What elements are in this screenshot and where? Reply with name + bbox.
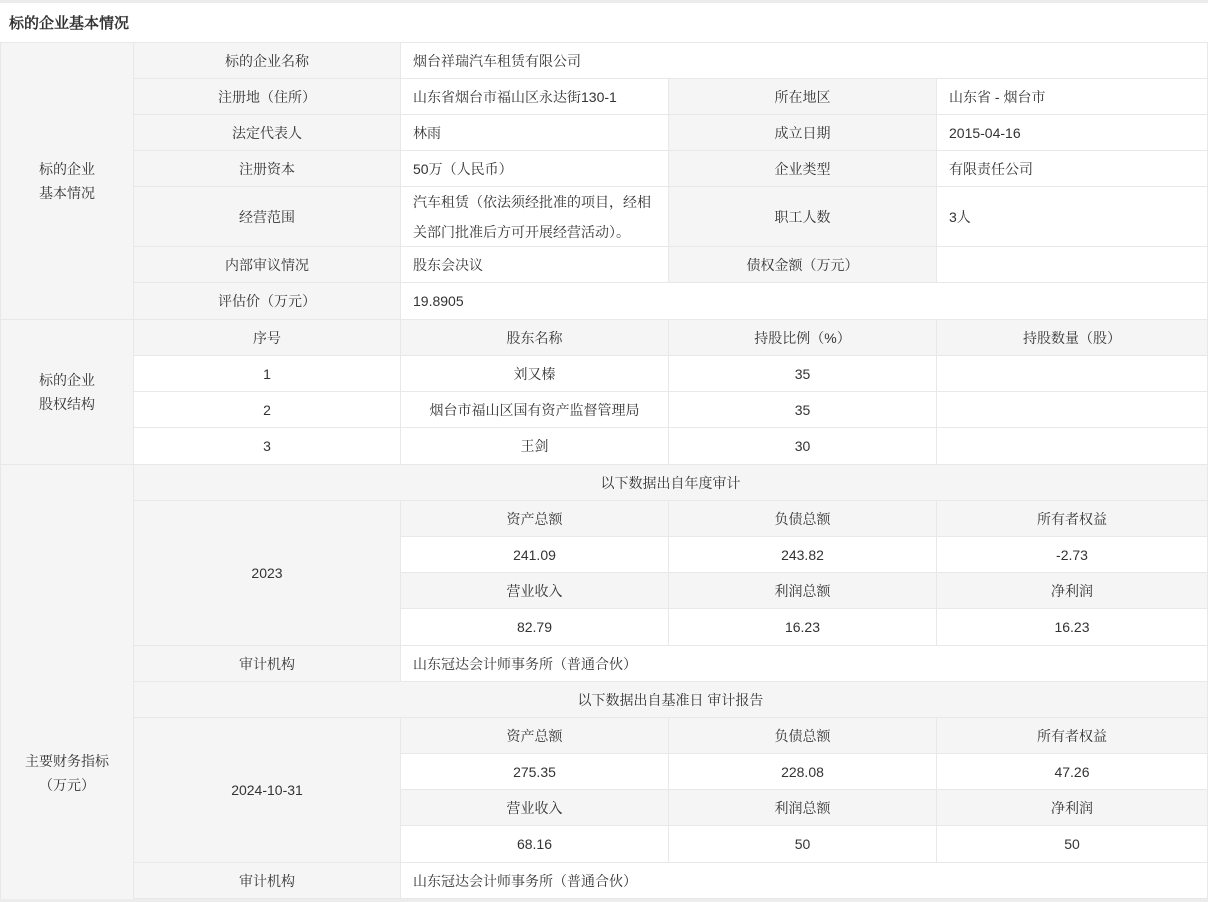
metric-value-row: [401, 826, 1207, 862]
metric-value: -2.73: [937, 537, 1207, 572]
table-row: [134, 79, 1207, 115]
metric-header: 所有者权益: [937, 501, 1207, 536]
metric-value: 16.23: [669, 609, 937, 645]
table-row: [134, 151, 1207, 187]
metric-value: 16.23: [937, 609, 1207, 645]
section-label-line: 标的企业: [39, 161, 95, 177]
metric-header: 负债总额: [669, 501, 937, 536]
auditor-label: 审计机构: [134, 863, 401, 898]
field-label: 内部审议情况: [134, 247, 401, 282]
section-label-line: 主要财务指标: [25, 753, 109, 769]
field-value: 烟台祥瑞汽车租赁有限公司: [401, 43, 1207, 78]
field-value: [937, 247, 1207, 282]
basic-info-rows: [134, 43, 1207, 319]
field-label: 经营范围: [134, 187, 401, 246]
section-label-shareholding: [1, 320, 134, 464]
auditor-name: 山东冠达会计师事务所（普通合伙）: [401, 863, 1207, 898]
metric-value-row: [401, 609, 1207, 645]
shareholder-ratio: 35: [669, 356, 937, 391]
auditor-label: 审计机构: [134, 646, 401, 681]
shareholder-name: 烟台市福山区国有资产监督管理局: [401, 392, 669, 427]
section-financials: [1, 465, 1207, 899]
metric-value: 47.26: [937, 754, 1207, 789]
period-label: 2024-10-31: [134, 718, 401, 862]
metric-value: 228.08: [669, 754, 937, 789]
field-label: 标的企业名称: [134, 43, 401, 78]
metric-header: 利润总额: [669, 790, 937, 825]
field-value: 山东省烟台市福山区永达街130-1: [401, 79, 669, 114]
financial-block-basedate: [134, 682, 1207, 899]
table-row: [134, 283, 1207, 319]
shareholding-rows: [134, 320, 1207, 464]
section-basic-info: [1, 43, 1207, 320]
data-source-note: 以下数据出自基准日 审计报告: [134, 682, 1207, 718]
field-value: 50万（人民币）: [401, 151, 669, 186]
field-label: 法定代表人: [134, 115, 401, 150]
metric-header-row: [401, 573, 1207, 609]
metric-value-row: [401, 754, 1207, 790]
column-header: 持股数量（股）: [937, 320, 1207, 355]
shareholder-shares: [937, 392, 1207, 427]
table-row: [134, 392, 1207, 428]
shareholder-no: 1: [134, 356, 401, 391]
shareholder-ratio: 30: [669, 428, 937, 464]
shareholder-no: 2: [134, 392, 401, 427]
financials-rows: [134, 465, 1207, 899]
metric-header: 所有者权益: [937, 718, 1207, 753]
metric-value: 275.35: [401, 754, 669, 789]
section-label-line: 基本情况: [39, 185, 95, 201]
page-title: 标的企业基本情况: [9, 15, 130, 32]
shareholder-no: 3: [134, 428, 401, 464]
metrics-grid: [401, 718, 1207, 862]
table-row: [134, 428, 1207, 464]
field-label: 职工人数: [669, 187, 937, 246]
column-header: 股东名称: [401, 320, 669, 355]
metric-value: 68.16: [401, 826, 669, 862]
metric-header: 营业收入: [401, 790, 669, 825]
field-value: 2015-04-16: [937, 115, 1207, 150]
shareholder-shares: [937, 356, 1207, 391]
field-label: 企业类型: [669, 151, 937, 186]
table-header-row: [134, 320, 1207, 356]
data-source-note: 以下数据出自年度审计: [134, 465, 1207, 501]
field-value: 3人: [937, 187, 1207, 246]
table-row: [134, 43, 1207, 79]
auditor-row: [134, 863, 1207, 899]
field-label: 成立日期: [669, 115, 937, 150]
metric-value: 50: [669, 826, 937, 862]
auditor-name: 山东冠达会计师事务所（普通合伙）: [401, 646, 1207, 681]
metric-header: 负债总额: [669, 718, 937, 753]
section-shareholding: [1, 320, 1207, 465]
metric-header: 营业收入: [401, 573, 669, 608]
section-label-line: 股权结构: [39, 396, 95, 412]
field-value: 山东省 - 烟台市: [937, 79, 1207, 114]
metric-header: 利润总额: [669, 573, 937, 608]
shareholder-name: 刘又榛: [401, 356, 669, 391]
metric-value: 243.82: [669, 537, 937, 572]
shareholder-ratio: 35: [669, 392, 937, 427]
table-row: [134, 115, 1207, 151]
metric-header: 净利润: [937, 790, 1207, 825]
section-label-basic-info: [1, 43, 134, 319]
field-value: 股东会决议: [401, 247, 669, 282]
field-label: 注册资本: [134, 151, 401, 186]
table-row: [134, 187, 1207, 247]
metric-header: 资产总额: [401, 718, 669, 753]
field-label: 债权金额（万元）: [669, 247, 937, 282]
field-value: 有限责任公司: [937, 151, 1207, 186]
table-row: [134, 247, 1207, 283]
field-value: 汽车租赁（依法须经批准的项目，经相关部门批准后方可开展经营活动）。: [401, 187, 669, 246]
metric-header-row: [401, 718, 1207, 754]
table-row: [134, 356, 1207, 392]
metric-header: 资产总额: [401, 501, 669, 536]
auditor-row: [134, 646, 1207, 682]
enterprise-info-table: [0, 42, 1208, 899]
column-header: 持股比例（%）: [669, 320, 937, 355]
metrics-grid: [401, 501, 1207, 645]
metric-value: 50: [937, 826, 1207, 862]
field-label: 所在地区: [669, 79, 937, 114]
metric-header-row: [401, 501, 1207, 537]
column-header: 序号: [134, 320, 401, 355]
section-label-line: （万元）: [39, 777, 95, 793]
field-label: 评估价（万元）: [134, 283, 401, 319]
section-label-line: 标的企业: [39, 372, 95, 388]
period-label: 2023: [134, 501, 401, 645]
field-label: 注册地（住所）: [134, 79, 401, 114]
metric-header: 净利润: [937, 573, 1207, 608]
field-value: 19.8905: [401, 283, 1207, 319]
shareholder-shares: [937, 428, 1207, 464]
financial-metrics: [134, 501, 1207, 646]
metric-value: 241.09: [401, 537, 669, 572]
metric-value-row: [401, 537, 1207, 573]
section-title-bar: [0, 3, 1208, 42]
financial-metrics: [134, 718, 1207, 863]
financial-block-annual: [134, 465, 1207, 682]
section-label-financials: [1, 465, 134, 899]
field-value: 林雨: [401, 115, 669, 150]
shareholder-name: 王剑: [401, 428, 669, 464]
metric-header-row: [401, 790, 1207, 826]
metric-value: 82.79: [401, 609, 669, 645]
